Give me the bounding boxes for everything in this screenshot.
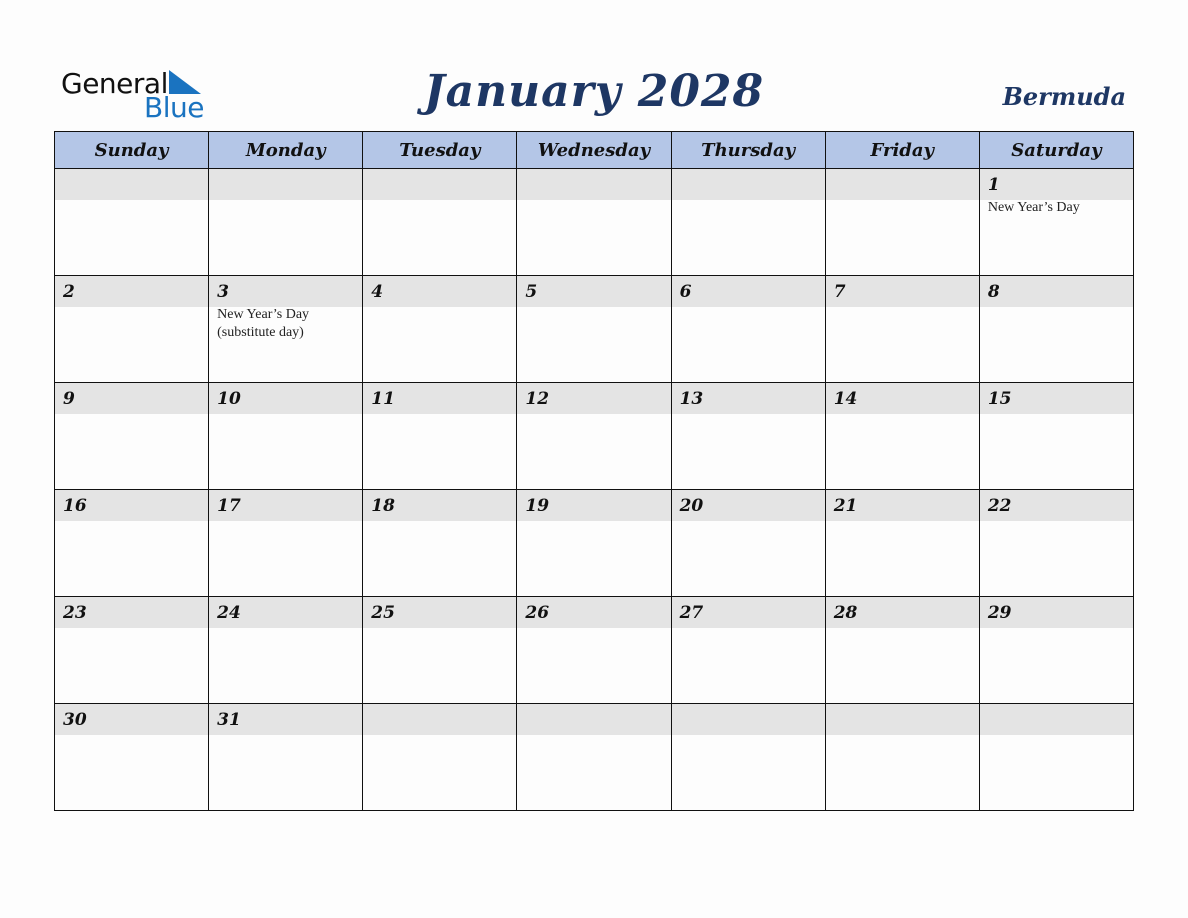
day-cell [979, 597, 1133, 704]
day-number-bar [826, 597, 979, 628]
day-number-bar [826, 383, 979, 414]
day-cell [825, 490, 979, 597]
empty-day-cell [363, 704, 517, 811]
day-cell [363, 490, 517, 597]
day-number-bar [55, 490, 208, 521]
day-number: 1 [987, 175, 1000, 195]
day-number: 8 [987, 282, 1000, 302]
day-number-bar [55, 383, 208, 414]
day-cell [55, 383, 209, 490]
day-cell [363, 597, 517, 704]
day-cell [825, 383, 979, 490]
week-row [55, 276, 1134, 383]
day-cell [363, 276, 517, 383]
logo-text-blue: Blue [144, 91, 204, 124]
day-cell [671, 383, 825, 490]
day-number-bar [517, 597, 670, 628]
empty-day-cell [363, 169, 517, 276]
weekday-friday: Friday [825, 132, 979, 169]
day-number-bar [980, 383, 1133, 414]
day-number: 21 [833, 496, 858, 516]
weekday-sunday: Sunday [55, 132, 209, 169]
day-cell [825, 597, 979, 704]
day-cell [517, 597, 671, 704]
day-number: 24 [217, 603, 241, 623]
day-number: 28 [833, 603, 858, 623]
weekday-wednesday: Wednesday [517, 132, 671, 169]
day-number-bar [826, 704, 979, 735]
day-number-bar [517, 704, 670, 735]
empty-day-cell [517, 704, 671, 811]
day-number-bar [980, 276, 1133, 307]
weekday-saturday: Saturday [979, 132, 1133, 169]
day-number-bar [672, 383, 825, 414]
day-number-bar [55, 597, 208, 628]
day-cell [55, 704, 209, 811]
day-cell [55, 490, 209, 597]
day-cell [55, 276, 209, 383]
day-cell [979, 169, 1133, 276]
empty-day-cell [517, 169, 671, 276]
day-number: 25 [371, 603, 395, 623]
day-cell [209, 704, 363, 811]
empty-day-cell [979, 704, 1133, 811]
day-number: 12 [525, 389, 550, 409]
day-cell [55, 597, 209, 704]
day-number: 29 [987, 603, 1012, 623]
day-cell [979, 383, 1133, 490]
day-cell [517, 276, 671, 383]
week-row [55, 383, 1134, 490]
day-number: 10 [217, 389, 241, 409]
day-number: 14 [833, 389, 858, 409]
day-cell [517, 490, 671, 597]
day-number-bar [826, 276, 979, 307]
day-number-bar [517, 383, 670, 414]
day-number: 9 [63, 389, 75, 409]
day-number-bar [209, 383, 362, 414]
holiday-event: New Year’s Day (substitute day) [217, 307, 310, 340]
day-cell [671, 597, 825, 704]
day-number-bar [209, 490, 362, 521]
day-number-bar [672, 169, 825, 200]
country-label: Bermuda [1002, 82, 1126, 111]
day-number-bar [55, 169, 208, 200]
day-number-bar [363, 597, 516, 628]
day-number-bar [826, 490, 979, 521]
weekday-header-row [55, 132, 1134, 169]
day-number: 22 [987, 496, 1012, 516]
day-number-bar [672, 490, 825, 521]
day-number: 17 [217, 496, 241, 516]
logo-text-general: General [61, 67, 168, 100]
day-number-bar [363, 383, 516, 414]
day-cell [517, 383, 671, 490]
day-number-bar [209, 597, 362, 628]
day-number: 15 [987, 389, 1012, 409]
day-number: 18 [371, 496, 395, 516]
day-number: 19 [525, 496, 550, 516]
day-number-bar [55, 276, 208, 307]
day-number-bar [980, 490, 1133, 521]
day-cell [671, 276, 825, 383]
day-number-bar [363, 490, 516, 521]
day-number: 3 [217, 282, 229, 302]
day-cell [209, 383, 363, 490]
day-cell [825, 276, 979, 383]
day-cell [209, 276, 363, 383]
day-number: 4 [371, 282, 384, 302]
empty-day-cell [55, 169, 209, 276]
week-row [55, 169, 1134, 276]
day-number-bar [517, 490, 670, 521]
empty-day-cell [825, 169, 979, 276]
day-number: 5 [525, 282, 538, 302]
day-number-bar [826, 169, 979, 200]
day-cell [671, 490, 825, 597]
calendar-grid [54, 131, 1134, 811]
day-number: 16 [63, 496, 87, 516]
day-number-bar [209, 276, 362, 307]
day-cell [209, 597, 363, 704]
day-number-bar [672, 276, 825, 307]
empty-day-cell [825, 704, 979, 811]
day-number-bar [672, 597, 825, 628]
day-cell [979, 276, 1133, 383]
day-number-bar [209, 169, 362, 200]
day-number: 7 [833, 282, 846, 302]
day-cell [209, 490, 363, 597]
day-number-bar [980, 704, 1133, 735]
day-number: 23 [63, 603, 87, 623]
day-number-bar [363, 276, 516, 307]
week-row [55, 490, 1134, 597]
calendar-title: January 2028 [423, 66, 765, 117]
day-number: 31 [217, 710, 241, 730]
day-cell [363, 383, 517, 490]
day-number: 26 [525, 603, 550, 623]
day-number-bar [517, 169, 670, 200]
day-number: 11 [371, 389, 395, 409]
day-number-bar [55, 704, 208, 735]
holiday-event: New Year’s Day [987, 200, 1080, 215]
weekday-tuesday: Tuesday [363, 132, 517, 169]
day-number-bar [672, 704, 825, 735]
empty-day-cell [209, 169, 363, 276]
day-number: 27 [679, 603, 704, 623]
day-number: 6 [679, 282, 692, 302]
weekday-monday: Monday [209, 132, 363, 169]
day-number: 13 [679, 389, 704, 409]
day-number-bar [363, 704, 516, 735]
day-number-bar [209, 704, 362, 735]
day-number: 2 [63, 282, 75, 302]
week-row [55, 704, 1134, 811]
week-row [55, 597, 1134, 704]
empty-day-cell [671, 169, 825, 276]
day-cell [979, 490, 1133, 597]
day-number-bar [363, 169, 516, 200]
day-number: 20 [679, 496, 704, 516]
day-number-bar [980, 597, 1133, 628]
day-number-bar [517, 276, 670, 307]
day-number: 30 [63, 710, 87, 730]
weekday-thursday: Thursday [671, 132, 825, 169]
day-number-bar [980, 169, 1133, 200]
empty-day-cell [671, 704, 825, 811]
